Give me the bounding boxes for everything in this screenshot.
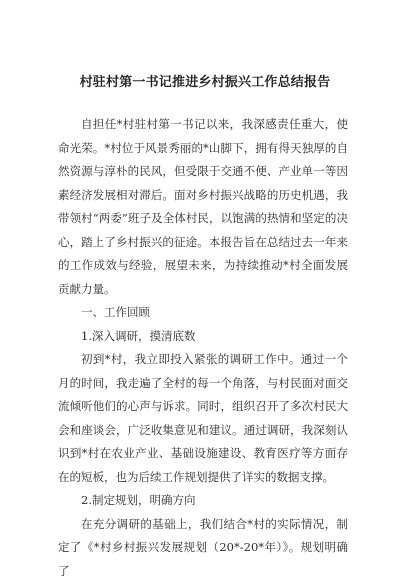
document-body (58, 113, 348, 583)
intro-paragraph: 自担任*村驻村第一书记以来，我深感责任重大，使命光荣。*村位于风景秀丽的*山脚下，拥有得天独厚的自然资源与淳朴的民风，但受限于交通不便、产业单一等因素经济发展相对滞后。面对乡村振兴战略的历史机遇，我带领村“两委”班子及全体村民，以饱满的热情和坚定的决心，踏上了乡村振兴的征途。本报告旨在总结过去一年来的工作成效与经验，展望未来，为持续推动*村全面发展贡献力量。 (58, 113, 348, 301)
subsection-heading-research: 1.深入调研，摸清底数 (58, 325, 348, 349)
document-title: 村驻村第一书记推进乡村振兴工作总结报告 (0, 71, 410, 90)
planning-paragraph: 在充分调研的基础上，我们结合*村的实际情况，制定了《*村乡村振兴发展规划（20*-20*年）》。规划明确了 (58, 513, 348, 583)
section-heading-work-review: 一、工作回顾 (58, 301, 348, 325)
subsection-heading-planning: 2.制定规划，明确方向 (58, 489, 348, 513)
research-paragraph: 初到*村，我立即投入紧张的调研工作中。通过一个月的时间，我走遍了全村的每一个角落，与村民面对面交流倾听他们的心声与诉求。同时，组织召开了多次村民大会和座谈会，广泛收集意见和建议。通过调研，我深刻认识到*村在农业产业、基础设施建设、教育医疗等方面存在的短板，也为后续工作规划提供了详实的数据支撑。 (58, 348, 348, 489)
